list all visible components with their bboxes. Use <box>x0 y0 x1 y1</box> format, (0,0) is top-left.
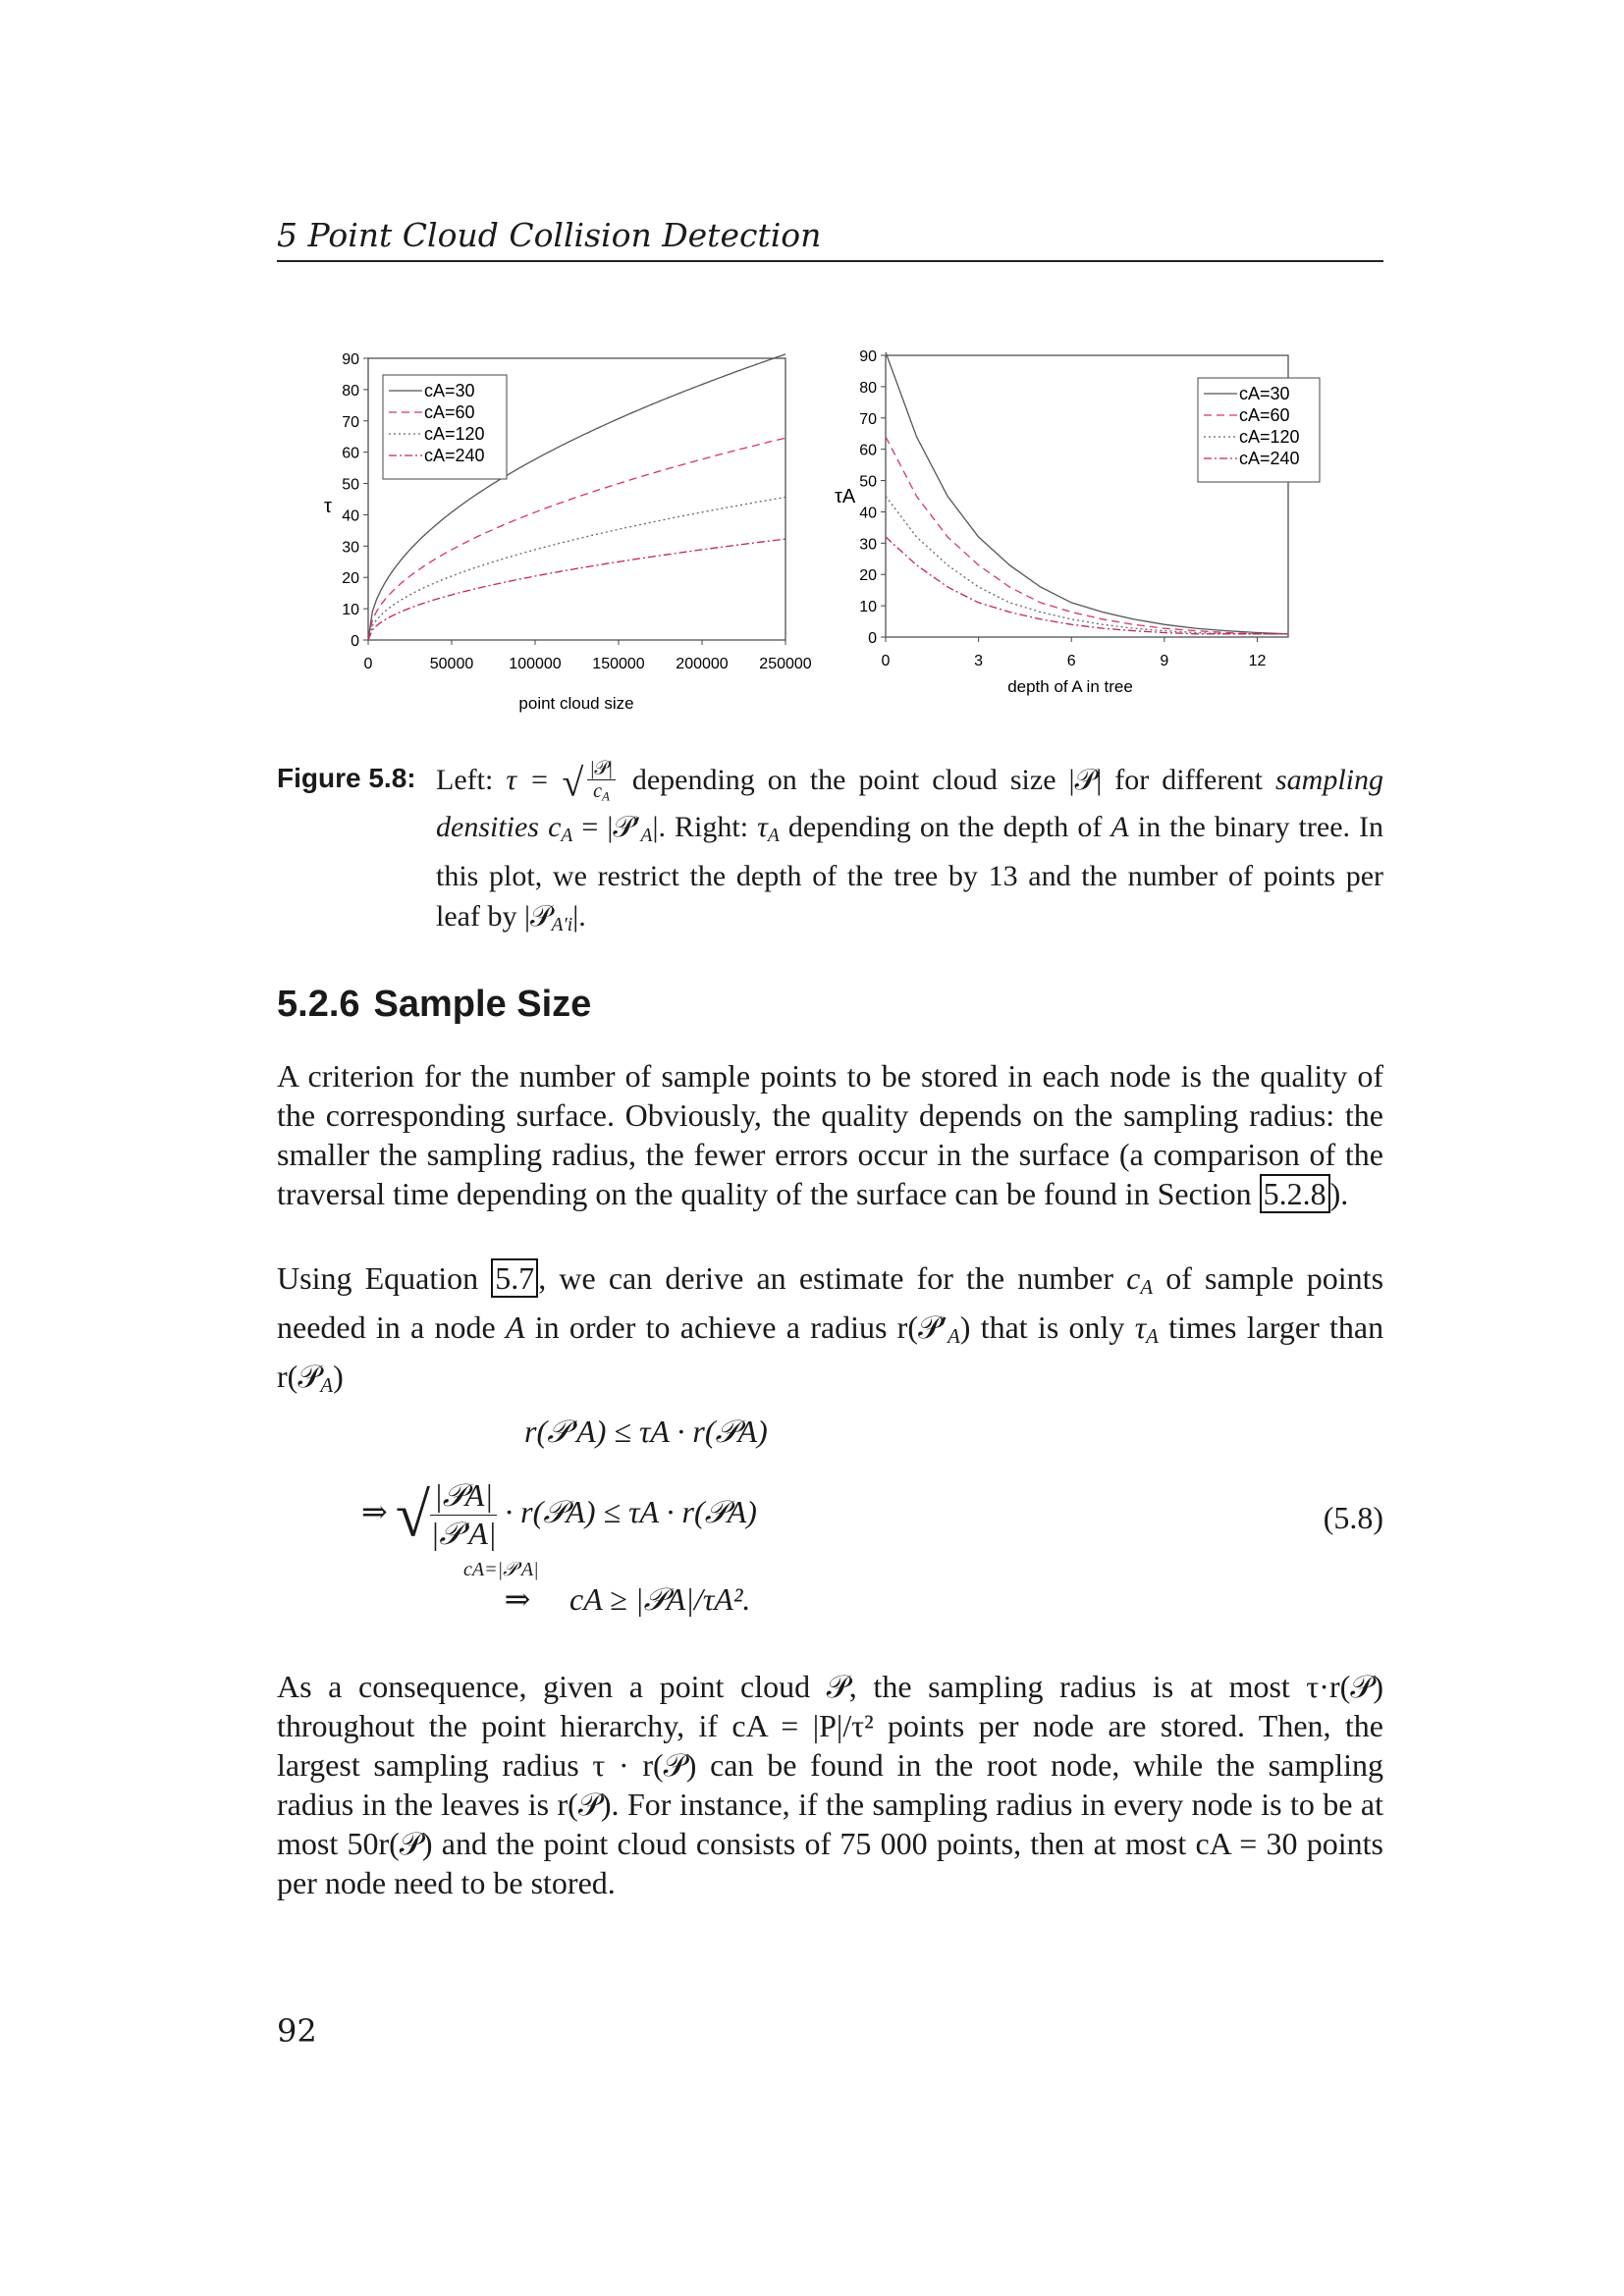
caption-t3-sub: A <box>561 826 573 847</box>
para2-t4-sub: A <box>947 1325 960 1349</box>
chart-right-ytick-label: 30 <box>859 536 877 554</box>
chart-right-series-line-240 <box>886 537 1288 634</box>
para2-tau-sub: A <box>1146 1325 1159 1349</box>
caption-t4-sub: A <box>640 826 653 847</box>
chart-right-series-line-120 <box>886 497 1288 634</box>
caption-t1: Left: <box>436 764 494 797</box>
chart-left-ytick-label: 50 <box>342 476 359 494</box>
chart-right-ytick-label: 40 <box>859 505 877 522</box>
caption-t7-a: A <box>1110 811 1129 844</box>
para2-t1: Using Equation <box>277 1260 479 1296</box>
stacked-implies <box>463 1559 562 1618</box>
chart-right-ytick-label: 20 <box>859 567 877 585</box>
caption-tau-eq: τ = <box>506 764 550 797</box>
chart-right-legend-label: cA=120 <box>1239 427 1300 447</box>
para2-t5: ) that is only <box>959 1309 1125 1346</box>
paragraph-1 <box>277 1056 1383 1213</box>
chart-left-ytick-label: 40 <box>342 507 359 525</box>
caption-fraction <box>587 758 615 807</box>
chart-right-legend-label: cA=60 <box>1239 405 1290 425</box>
equation-reference-link[interactable]: 5.7 <box>491 1258 538 1298</box>
equation-line-3 <box>463 1559 751 1619</box>
chart-left-ytick-label: 10 <box>342 602 359 619</box>
chart-left-series-line-240 <box>368 539 785 640</box>
caption-t6-sub: A <box>767 826 780 847</box>
chart-left-xtick-label: 150000 <box>592 656 645 672</box>
caption-t2: depending on the point cloud size |𝒫| for different <box>631 764 1263 797</box>
paragraph-2 <box>277 1258 1383 1407</box>
equation-line-2 <box>361 1477 757 1553</box>
header-rule <box>277 260 1383 262</box>
chart-right-xtick-label: 6 <box>1066 653 1076 669</box>
figure-caption <box>277 758 1383 945</box>
section-number: 5.2.6 <box>277 984 360 1025</box>
chart-right-ytick-label: 80 <box>859 379 877 397</box>
implies-arrow-icon: ⇒ <box>504 1581 531 1617</box>
caption-t5: |. Right: <box>652 811 749 844</box>
chart-left-ytick-label: 70 <box>342 413 359 431</box>
para2-t6-sub: A <box>320 1374 334 1398</box>
para1-end: ). <box>1329 1176 1349 1211</box>
chart-right-xtick-label: 9 <box>1160 653 1169 669</box>
caption-t2-italic: sampling densities <box>436 764 1384 844</box>
chart-left-legend-label: cA=30 <box>424 381 475 400</box>
equation-frac-den: |𝒫′A| <box>430 1516 497 1551</box>
equation-block <box>277 1404 1383 1639</box>
chart-left-legend-label: cA=240 <box>424 446 485 465</box>
chart-left-ytick-label: 20 <box>342 570 359 588</box>
caption-frac-num: |𝒫| <box>587 758 615 780</box>
equation-line-3-text: cA ≥ |𝒫A|/τA². <box>569 1581 751 1617</box>
caption-t3: c <box>548 811 562 844</box>
para2-a: A <box>505 1309 525 1346</box>
chart-right-ytick-label: 60 <box>859 442 877 459</box>
equation-frac-num: |𝒫A| <box>430 1477 497 1516</box>
chart-left-xtick-label: 200000 <box>676 656 729 672</box>
chart-left-svg <box>295 334 835 726</box>
chart-left-legend-label: cA=120 <box>424 424 485 444</box>
chart-left-xtick-label: 0 <box>363 656 373 672</box>
para2-t4: in order to achieve a radius r(𝒫′ <box>534 1309 948 1346</box>
caption-t8-sub: A′i <box>551 915 573 935</box>
caption-t7: depending on the depth of <box>787 811 1103 844</box>
chart-right <box>815 334 1345 707</box>
sqrt-icon: √ <box>562 760 584 805</box>
para1-text: A criterion for the number of sample points to be stored in each node is the quality of the corresponding surface. Obviously, the quality depends on the sampling radius: the smaller the sampling radius, the fewer errors occur in the surface (a comparison of the traversal time depending on the quality of the surface can be found in Section <box>277 1058 1383 1211</box>
chart-left <box>295 334 835 726</box>
para2-t2: , we can derive an estimate for the number <box>538 1260 1114 1296</box>
equation-fraction <box>430 1477 497 1553</box>
chart-left-ytick-label: 80 <box>342 382 359 400</box>
equation-line-1: r(𝒫′A) ≤ τA · r(𝒫A) <box>524 1414 768 1449</box>
caption-frac-den: c <box>593 780 603 802</box>
chart-left-ytick-label: 60 <box>342 445 359 462</box>
running-header: 5 Point Cloud Collision Detection <box>277 216 822 254</box>
caption-body <box>436 758 1383 945</box>
section-title: Sample Size <box>373 984 592 1025</box>
chart-left-ytick-label: 90 <box>342 351 359 368</box>
caption-t6: τ <box>757 811 768 844</box>
chart-left-legend <box>383 375 507 479</box>
chart-right-ytick-label: 50 <box>859 473 877 491</box>
chart-right-ytick-label: 70 <box>859 410 877 428</box>
caption-t8: in the binary tree. In this plot, we restrict the depth of the tree by 13 and the number of points per leaf by |𝒫 <box>436 811 1384 934</box>
chart-right-svg <box>815 334 1345 707</box>
chart-left-xlabel: point cloud size <box>518 694 634 713</box>
chart-right-xtick-label: 0 <box>881 653 891 669</box>
para2-t3: of sample points needed in a node <box>277 1260 1384 1346</box>
chart-left-ytick-label: 0 <box>351 633 359 650</box>
page-number: 92 <box>277 2012 317 2050</box>
section-reference-link[interactable]: 5.2.8 <box>1260 1174 1330 1213</box>
implies-arrow-icon: ⇒ <box>361 1493 388 1529</box>
chart-right-ylabel: τA <box>835 486 856 507</box>
chart-right-xtick-label: 3 <box>974 653 984 669</box>
implies-condition: cA=|𝒫′A| <box>463 1559 539 1580</box>
chart-right-legend-label: cA=30 <box>1239 384 1290 403</box>
section-heading <box>277 984 591 1026</box>
chart-left-ytick-label: 30 <box>342 539 359 557</box>
chart-right-legend <box>1198 378 1320 482</box>
chart-left-ylabel: τ <box>324 496 332 517</box>
para2-t6: times larger than r(𝒫 <box>277 1309 1384 1395</box>
chart-right-xtick-label: 12 <box>1248 653 1267 669</box>
chart-left-xtick-label: 100000 <box>509 656 562 672</box>
chart-left-xtick-label: 50000 <box>429 656 474 672</box>
chart-right-xlabel: depth of A in tree <box>1007 677 1133 696</box>
caption-frac-den-sub: A <box>602 788 610 804</box>
para2-tau: τ <box>1134 1309 1147 1346</box>
paragraph-3: As a consequence, given a point cloud 𝒫, the sampling radius is at most τ·r(𝒫) throughout the point hierarchy, if cA = |P|/τ² points per node are stored. Then, the largest sampling radius τ · r(𝒫) can be found in the root node, while the sampling radius in the leaves is r(𝒫). For instance, if the sampling radius in every node is to be at most 50r(𝒫) and the point cloud consists of 75 000 points, then at most cA = 30 points per node need to be stored. <box>277 1669 1383 1900</box>
chart-left-xtick-label: 250000 <box>759 656 812 672</box>
para2-ca: c <box>1126 1260 1141 1296</box>
caption-t9: |. <box>572 900 586 934</box>
chart-right-ytick-label: 90 <box>859 348 877 365</box>
caption-label: Figure 5.8: <box>277 763 416 793</box>
sqrt-icon: √ <box>395 1479 430 1550</box>
chart-right-ytick-label: 0 <box>868 630 877 647</box>
chart-left-legend-label: cA=60 <box>424 402 475 422</box>
chart-right-ytick-label: 10 <box>859 599 877 616</box>
para2-t7: ) <box>333 1359 344 1395</box>
caption-t4: = |𝒫′ <box>581 811 641 844</box>
chart-right-legend-label: cA=240 <box>1239 449 1300 468</box>
equation-line-2-rest: · r(𝒫A) ≤ τA · r(𝒫A) <box>505 1493 757 1529</box>
equation-number: (5.8) <box>1323 1500 1383 1535</box>
para2-ca-sub: A <box>1140 1276 1154 1300</box>
